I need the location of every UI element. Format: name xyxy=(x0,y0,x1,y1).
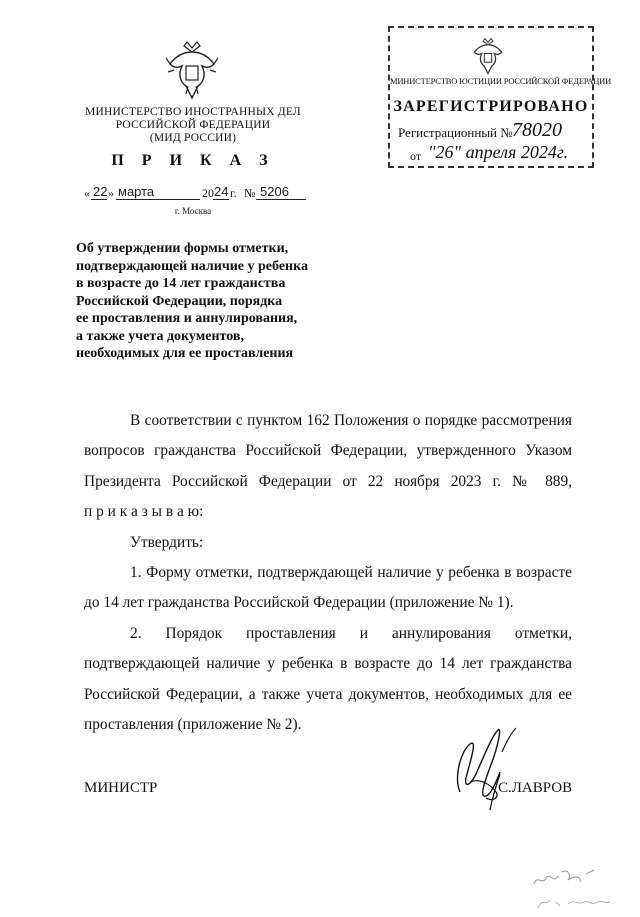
title-line: необходимых для ее проставления xyxy=(76,346,294,361)
order-number: 5206 xyxy=(260,184,289,199)
ministry-line-1: МИНИСТЕРСТВО ИНОСТРАННЫХ ДЕЛ xyxy=(85,106,301,118)
stamp-reg-label: Регистрационный № xyxy=(398,125,513,140)
registration-stamp xyxy=(388,26,612,168)
date-line xyxy=(84,184,314,202)
body-line-order: п р и к а з ы в а ю: xyxy=(84,503,204,521)
handwritten-signature xyxy=(440,722,540,814)
body-line: Российской Федерации, а также учета документов, необходимых для ее xyxy=(84,685,572,703)
paragraph-approve: Утвердить: xyxy=(130,533,204,551)
body-line: подтверждающей наличие у ребенка в возрасте до 14 лет гражданства xyxy=(84,655,572,673)
year-suffix: 24 xyxy=(214,184,229,199)
body-line: до 14 лет гражданства Российской Федерации (приложение № 1). xyxy=(84,594,514,612)
document-type: П Р И К А З xyxy=(111,152,275,169)
quote-close: » xyxy=(108,186,114,200)
body-line: вопросов гражданства Российской Федерации, утвержденного Указом xyxy=(84,442,572,460)
city-label: г. Москва xyxy=(174,206,212,216)
body-line: проставления (приложение № 2). xyxy=(84,716,302,734)
stamp-from-label: от xyxy=(410,149,422,163)
quote-open: « xyxy=(84,186,90,200)
paragraph-preamble xyxy=(84,406,572,528)
title-line: а также учета документов, xyxy=(76,328,244,344)
signatory-name: С.ЛАВРОВ xyxy=(498,780,573,796)
title-line: Об утверждении формы отметки, xyxy=(76,241,289,256)
body-line: Президента Российской Федерации от 22 ноября 2023 г. № 889, xyxy=(84,472,572,490)
ministry-header xyxy=(60,106,326,145)
body-line: 2. Порядок проставления и аннулирования отметки, xyxy=(130,624,572,642)
title-line: в возрасте до 14 лет гражданства xyxy=(76,276,286,291)
coat-of-arms-emblem xyxy=(164,38,220,102)
document-body xyxy=(84,406,572,740)
title-line: Российской Федерации, порядка xyxy=(76,293,283,309)
stamp-emblem-icon xyxy=(470,36,506,76)
stamp-ministry: МИНИСТЕРСТВО ЮСТИЦИИ РОССИЙСКОЙ ФЕДЕРАЦИИ xyxy=(390,76,612,86)
title-line: подтверждающей наличие у ребенка xyxy=(76,258,308,274)
body-line: 1. Форму отметки, подтверждающей наличие у ребенка в возрасте xyxy=(130,564,572,582)
document-title xyxy=(76,240,356,363)
stamp-reg-date: "26" апреля 2024г. xyxy=(428,142,569,162)
stamp-reg-number: 78020 xyxy=(512,119,562,141)
ministry-line-2: РОССИЙСКОЙ ФЕДЕРАЦИИ xyxy=(115,119,271,131)
date-month: марта xyxy=(118,184,155,199)
date-day: 22 xyxy=(93,184,108,199)
stamp-registered: ЗАРЕГИСТРИРОВАНО xyxy=(393,98,589,115)
ministry-line-3: (МИД РОССИИ) xyxy=(149,132,237,144)
paragraph-item-1 xyxy=(84,558,572,619)
body-line: В соответствии с пунктом 162 Положения о порядке рассмотрения xyxy=(130,412,572,429)
number-sign: № xyxy=(244,186,256,200)
title-line: ее проставления и аннулирования, xyxy=(76,311,298,326)
year-prefix: 20 xyxy=(202,186,214,200)
handwritten-marks xyxy=(528,862,618,914)
year-mark: г. xyxy=(230,186,237,200)
signatory-title: МИНИСТР xyxy=(84,780,158,796)
